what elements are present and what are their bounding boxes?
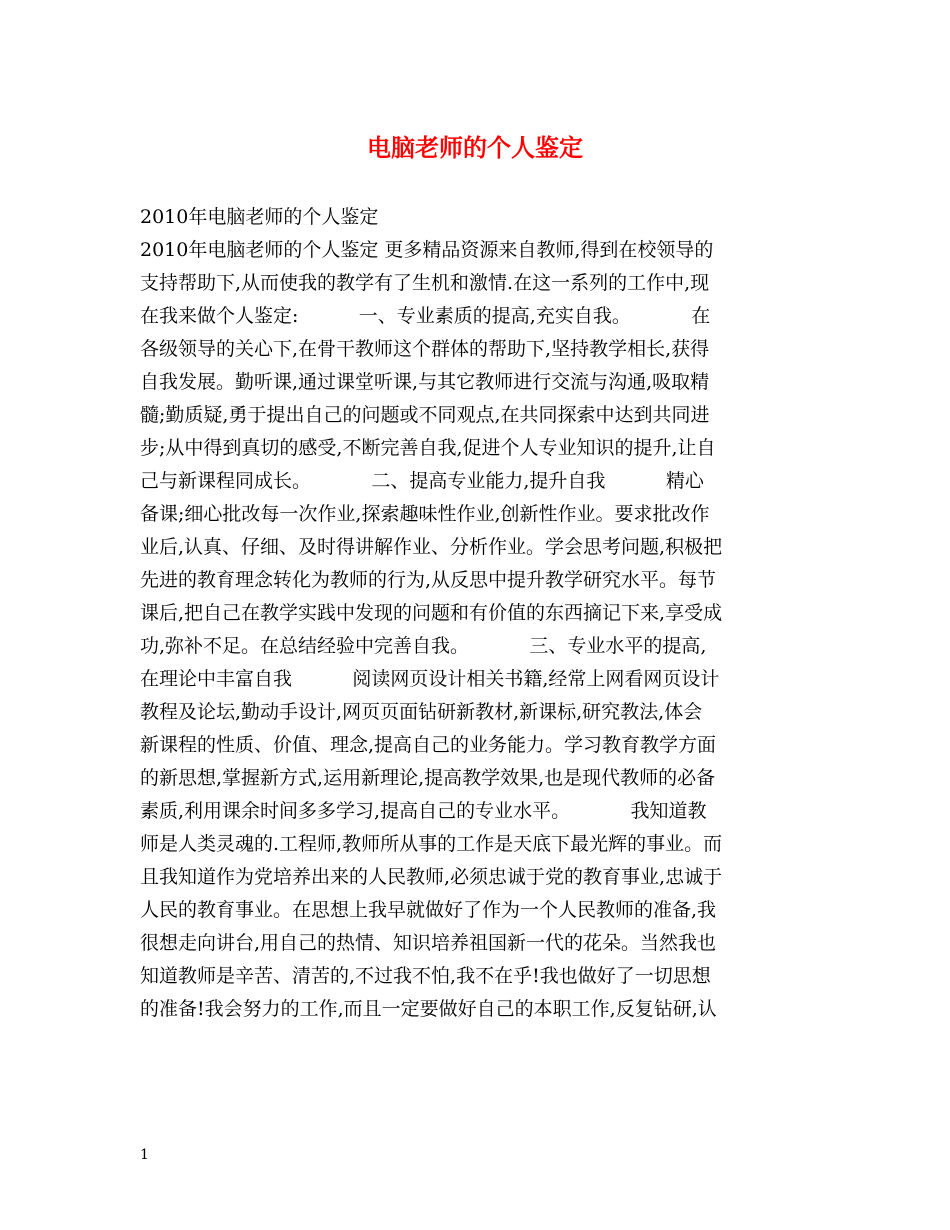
line-text: 自我发展。勤听课,通过课堂听课,与其它教师进行交流与沟通,吸取精: [140, 371, 710, 393]
body-line: [140, 366, 812, 399]
line-text: 的新思想,掌握新方式,运用新理论,提高教学效果,也是现代教师的必备: [140, 767, 716, 789]
line-text: 功,弥补不足。在总结经验中完善自我。 三、专业水平的提高,: [140, 635, 707, 657]
line-text: 髓;勤质疑,勇于提出自己的问题或不同观点,在共同探索中达到共同进: [140, 404, 710, 426]
document-title: 电脑老师的个人鉴定: [367, 134, 583, 162]
line-text: 各级领导的关心下,在骨干教师这个群体的帮助下,坚持教学相长,获得: [140, 338, 710, 360]
body-line: [140, 300, 812, 333]
body-line: [140, 267, 812, 300]
line-text: 的准备!我会努力的工作,而且一定要做好自己的本职工作,反复钻研,认: [140, 998, 717, 1020]
page-number: 1: [140, 1147, 149, 1163]
body-line: [140, 795, 812, 828]
body-line: [140, 762, 812, 795]
line-text: 素质,利用课余时间多多学习,提高自己的专业水平。 我知道教: [140, 800, 707, 822]
body-line: [140, 597, 812, 630]
body-line: [140, 663, 812, 696]
body-line: [140, 432, 812, 465]
body-line: [140, 498, 812, 531]
line-text: 新课程的性质、价值、理念,提高自己的业务能力。学习教育教学方面: [140, 734, 717, 756]
line-text: 知道教师是辛苦、清苦的,不过我不怕,我不在乎!我也做好了一切思想: [140, 965, 711, 987]
body-line: [140, 201, 812, 234]
line-text: 2010年电脑老师的个人鉴定 更多精品资源来自教师,得到在校领导的: [140, 239, 714, 261]
line-text: 在理论中丰富自我 阅读网页设计相关书籍,经常上网看网页设计: [140, 668, 720, 690]
body-line: [140, 960, 812, 993]
body-line: [140, 630, 812, 663]
body-line: [140, 894, 812, 927]
line-text: 己与新课程同成长。 二、提高专业能力,提升自我 精心: [140, 470, 704, 492]
body-line: [140, 531, 812, 564]
body-line: [140, 927, 812, 960]
line-text: 且我知道作为党培养出来的人民教师,必须忠诚于党的教育事业,忠诚于: [140, 866, 723, 888]
line-text: 支持帮助下,从而使我的教学有了生机和激情.在这一系列的工作中,现: [140, 272, 710, 294]
line-text: 教程及论坛,勤动手设计,网页页面钻研新教材,新课标,研究教法,体会: [140, 701, 703, 723]
line-text: 在我来做个人鉴定: 一、专业素质的提高,充实自我。 在: [140, 305, 711, 327]
line-text: 业后,认真、仔细、及时得讲解作业、分析作业。学会思考问题,积极把: [140, 536, 723, 558]
body-line: [140, 564, 812, 597]
document-body: [140, 201, 812, 1026]
line-text: 课后,把自己在教学实践中发现的问题和有价值的东西摘记下来,享受成: [140, 602, 723, 624]
body-line: [140, 729, 812, 762]
body-line: [140, 861, 812, 894]
body-line: [140, 333, 812, 366]
body-line: [140, 234, 812, 267]
body-line: [140, 696, 812, 729]
line-text: 很想走向讲台,用自己的热情、知识培养祖国新一代的花朵。当然我也: [140, 932, 717, 954]
body-line: [140, 465, 812, 498]
body-line: [140, 828, 812, 861]
line-text: 备课;细心批改每一次作业,探索趣味性作业,创新性作业。要求批改作: [140, 503, 710, 525]
line-text: 先进的教育理念转化为教师的行为,从反思中提升教学研究水平。每节: [140, 569, 717, 591]
body-line: [140, 993, 812, 1026]
line-text: 人民的教育事业。在思想上我早就做好了作为一个人民教师的准备,我: [140, 899, 717, 921]
line-text: 2010年电脑老师的个人鉴定: [140, 206, 379, 228]
line-text: 师是人类灵魂的.工程师,教师所从事的工作是天底下最光辉的事业。而: [140, 833, 723, 855]
line-text: 步;从中得到真切的感受,不断完善自我,促进个人专业知识的提升,让自: [140, 437, 716, 459]
body-line: [140, 399, 812, 432]
